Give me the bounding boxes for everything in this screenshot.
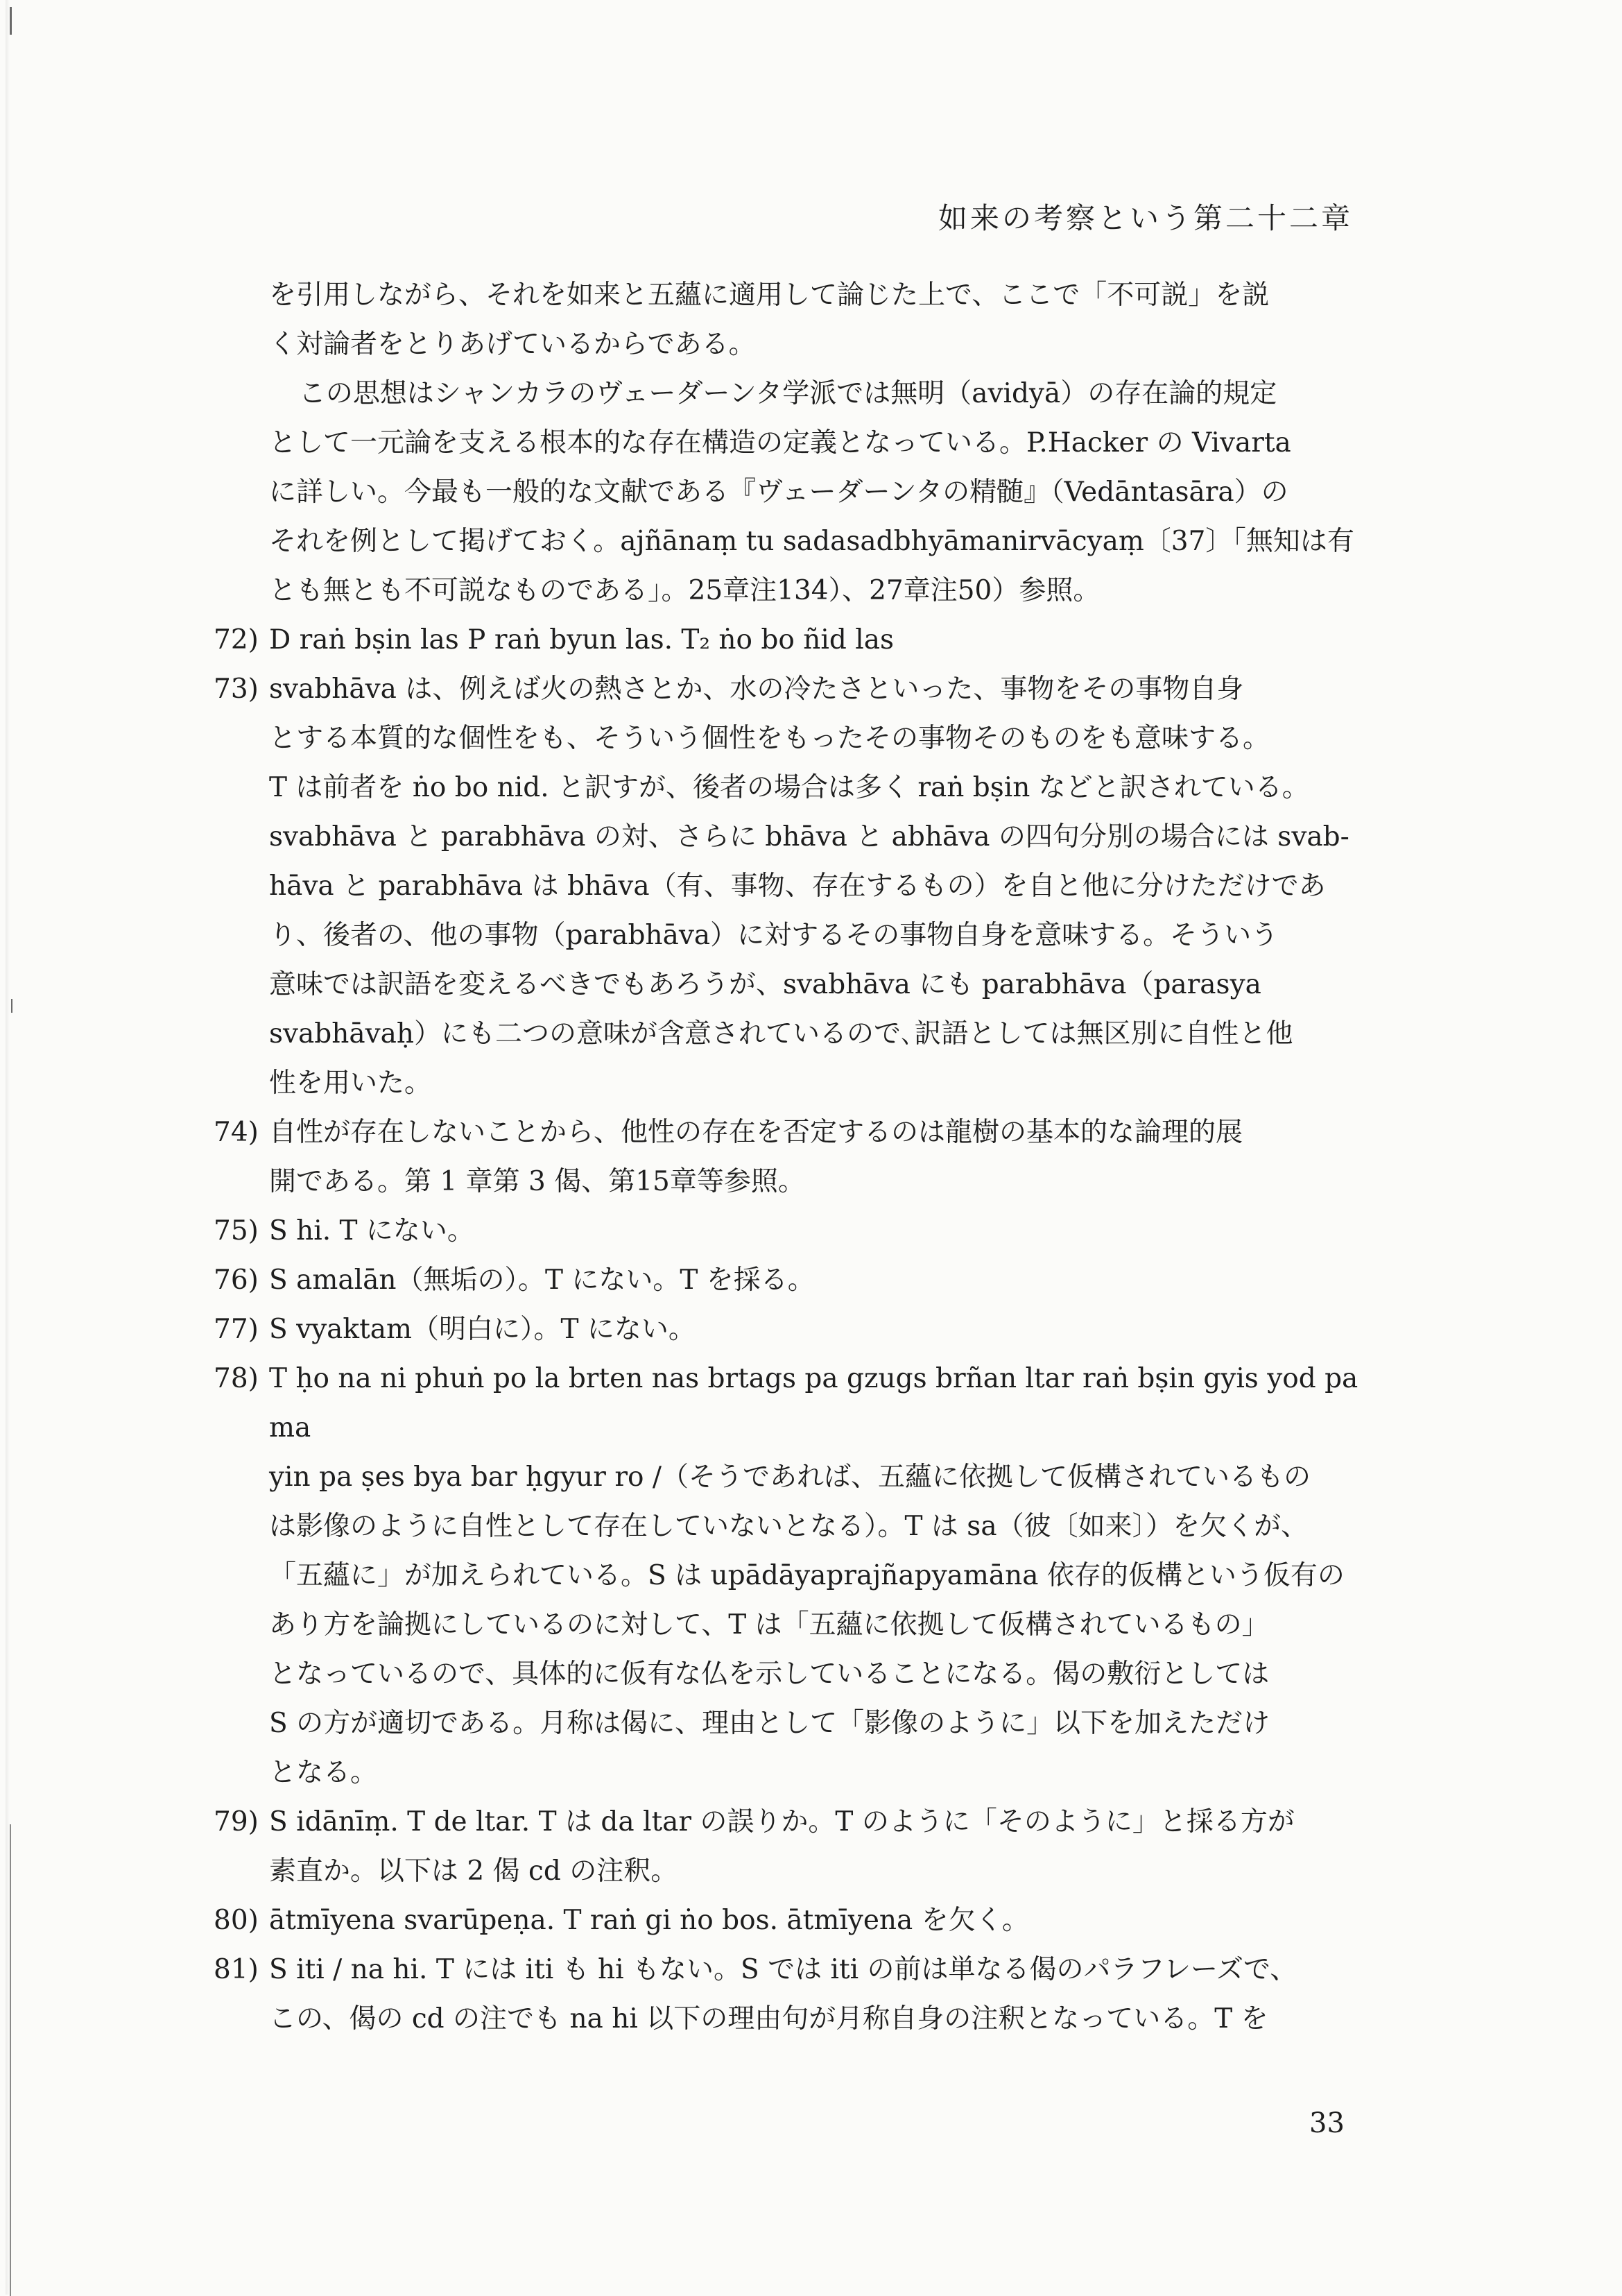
note-80	[214, 1896, 1377, 1945]
note-line: S idānīṃ. T de ltar. T は da ltar の誤りか。T のように「そのように」と採る方が	[269, 1806, 1295, 1837]
scan-mark	[10, 1824, 11, 2296]
note-number: 79)	[214, 1806, 259, 1837]
note-number: 78)	[214, 1363, 259, 1394]
note-number: 76)	[214, 1265, 259, 1296]
note-number: 74)	[214, 1117, 259, 1148]
note-line: T は前者を ṅo bo nid. と訳すが、後者の場合は多く raṅ bṣin などと訳されている。	[269, 772, 1309, 803]
note-line: となる。	[269, 1757, 378, 1788]
scan-mark	[10, 7, 12, 35]
note-72	[214, 615, 1377, 665]
note-line: svabhāva と parabhāva の対、さらに bhāva と abhāva の四句分別の場合には svab-	[269, 821, 1349, 853]
note-line: svabhāvaḥ）にも二つの意味が含意されているので､訳語としては無区別に自性と他	[269, 1018, 1293, 1050]
running-header: 如来の考察という第二十二章	[938, 201, 1353, 235]
note-line: 開である。第 1 章第 3 偈、第15章等参照。	[269, 1166, 805, 1197]
note-line: この、偈の cd の注でも na hi 以下の理由句が月称自身の注釈となっている。T を	[269, 2003, 1268, 2034]
text-line: として一元論を支える根本的な存在構造の定義となっている。P.Hacker の Vivarta	[269, 427, 1291, 459]
note-75	[214, 1206, 1377, 1256]
note-line: 意味では訳語を変えるべきでもあろうが、svabhāva にも parabhāva（parasya	[269, 969, 1261, 1000]
text-line: この思想はシャンカラのヴェーダーンタ学派では無明（avidyā）の存在論的規定	[298, 378, 1277, 409]
note-76	[214, 1256, 1377, 1305]
page-body	[214, 271, 1377, 2044]
note-line: ātmīyena svarūpeṇa. T raṅ gi ṅo bos. ātmīyena を欠く。	[269, 1905, 1029, 1936]
page-number: 33	[1309, 2107, 1345, 2139]
text-line: とも無とも不可説なものである」。25章注134）、27章注50）参照。	[269, 575, 1101, 606]
text-line: に詳しい。今最も一般的な文献である『ヴェーダーンタの精髄』（Vedāntasāra）の	[269, 477, 1288, 508]
note-line: S hi. T にない。	[269, 1215, 474, 1246]
note-line: 自性が存在しないことから、他性の存在を否定するのは龍樹の基本的な論理的展	[269, 1117, 1243, 1148]
note-line: S iti / na hi. T には iti も hi もない。S では iti の前は単なる偈のパラフレーズで、	[269, 1954, 1297, 1985]
note-79	[214, 1797, 1377, 1896]
note-78	[214, 1354, 1377, 1797]
note-74	[214, 1108, 1377, 1206]
note-line: とする本質的な個性をも、そういう個性をもったその事物そのものをも意味する。	[269, 723, 1270, 754]
note-line: S vyaktam（明白に）。T にない。	[269, 1314, 696, 1345]
note-line: yin pa ṣes bya bar ḥgyur ro /（そうであれば、五蘊に依拠して仮構されているもの	[269, 1462, 1311, 1493]
note-number: 77)	[214, 1314, 259, 1345]
note-line: 素直か。以下は 2 偈 cd の注釈。	[269, 1856, 678, 1887]
note-77	[214, 1305, 1377, 1354]
note-line: svabhāva は、例えば火の熱さとか、水の冷たさといった、事物をその事物自身	[269, 674, 1244, 705]
note-81	[214, 1945, 1377, 2044]
note-73	[214, 665, 1377, 1108]
text-line: を引用しながら、それを如来と五蘊に適用して論じた上で、ここで「不可説」を説	[269, 280, 1270, 311]
note-line: T ḥo na ni phuṅ po la brten nas brtags pa gzugs brñan ltar raṅ bṣin gyis yod pa ma	[269, 1363, 1358, 1443]
note-number: 75)	[214, 1215, 259, 1246]
note-line: 「五蘊に」が加えられている。S は upādāyaprajñapyamāna 依存的仮構という仮有の	[269, 1560, 1345, 1591]
note-line: S amalān（無垢の）。T にない。T を採る。	[269, 1265, 815, 1296]
note-number: 72)	[214, 624, 259, 656]
note-line: り、後者の、他の事物（parabhāva）に対するその事物自身を意味する。そういう	[269, 920, 1279, 951]
note-line: は影像のように自性として存在していないとなる）。T は sa（彼〔如来〕）を欠くが、	[269, 1511, 1309, 1542]
second-paragraph	[269, 369, 1377, 615]
note-number: 81)	[214, 1954, 259, 1985]
note-line: 性を用いた。	[269, 1068, 432, 1099]
opening-paragraph	[269, 271, 1377, 369]
note-line: S の方が適切である。月称は偈に、理由として「影像のように」以下を加えただけ	[269, 1708, 1270, 1739]
note-line: hāva と parabhāva は bhāva（有、事物、存在するもの）を自と他に分けただけであ	[269, 871, 1326, 902]
text-line: それを例として掲げておく。ajñānaṃ tu sadasadbhyāmanirvācyaṃ〔37〕「無知は有	[269, 526, 1354, 557]
note-line: D raṅ bṣin las P raṅ byun las. T₂ ṅo bo ñid las	[269, 624, 894, 656]
note-line: あり方を論拠にしているのに対して、T は「五蘊に依拠して仮構されているもの」	[269, 1609, 1269, 1640]
note-number: 80)	[214, 1905, 259, 1936]
text-line: く対論者をとりあげているからである。	[269, 329, 756, 360]
note-line: となっているので、具体的に仮有な仏を示していることになる。偈の敷衍としては	[269, 1659, 1270, 1690]
scan-mark	[11, 999, 12, 1013]
note-number: 73)	[214, 674, 259, 705]
